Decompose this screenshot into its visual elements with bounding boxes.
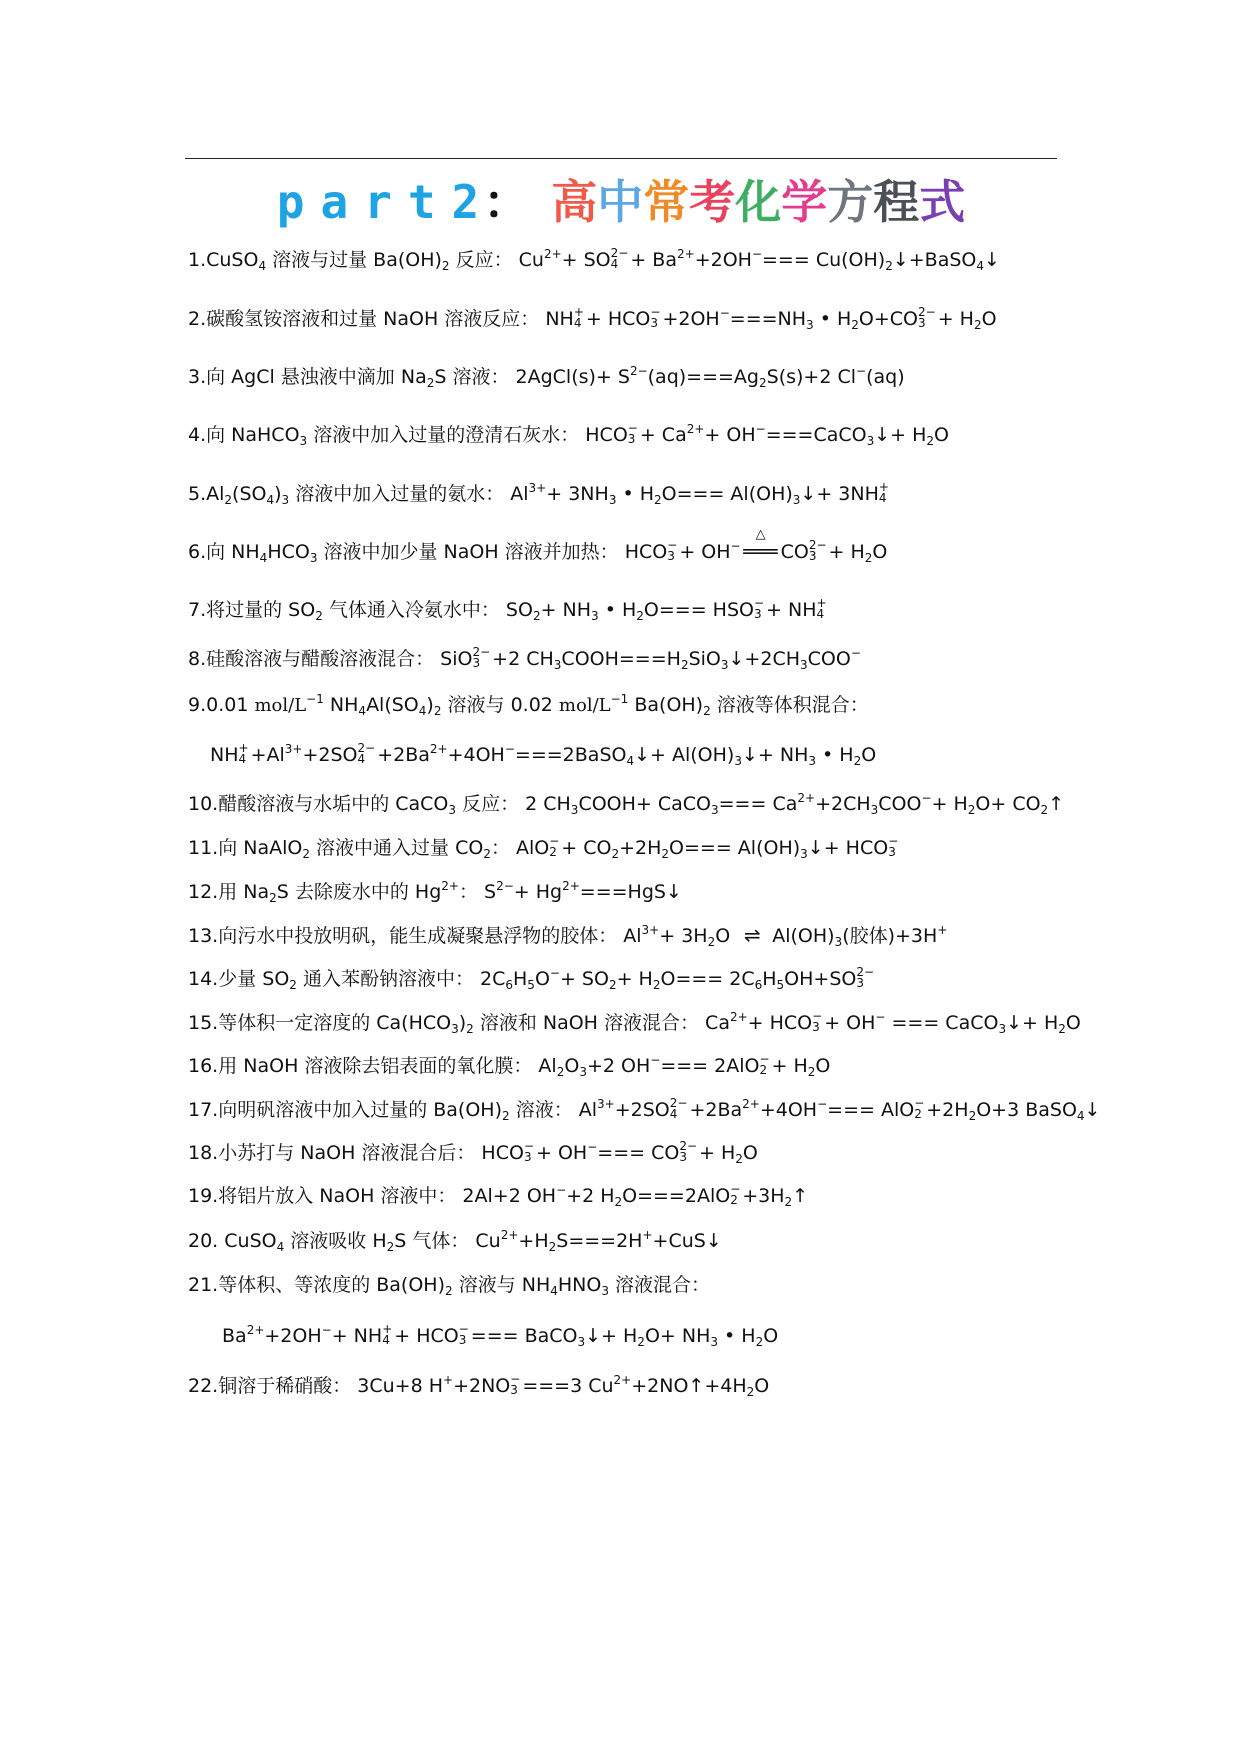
- equation-20: 20. CuSO$_4$ 溶液吸收 $H_2S$ 气体： $Cu^{2+}+H_2S===2H^++CuS↓$: [188, 1228, 722, 1254]
- equation-9: NH + 4 $+Al^{3+}+2SO$ 2− 4 $+2Ba^{2+}+4OH^-===2BaSO_4↓+$ $Al(OH)_3↓+ NH_3$ • $H_2O$: [210, 740, 877, 768]
- title-char-0: 高: [551, 175, 598, 229]
- equation-11: 11.向 NaAlO$_2$ 溶液中通入过量 $CO_2$： AlO − 2 + $CO_2+2H_2O===$ $Al(OH)_3↓+$ HCO − 3: [188, 833, 899, 861]
- equation-9-label: 9.0.01 mol/$L^{-1}$ $NH_4Al(SO_4)_2$ 溶液与 0.02 mol/$L^{-1}$ $Ba(OH)_2$ 溶液等体积混合：: [188, 692, 869, 718]
- title-char-7: 程: [873, 175, 920, 229]
- equation-14: 14.少量 $SO_2$ 通入苯酚钠溶液中： $2C_6H_5O^-+ SO_2+ H_2O=== 2C_6H_5OH+SO$ 2− 3: [188, 964, 875, 992]
- title-char-8: 式: [919, 175, 966, 229]
- equation-3: 3.向 AgCl 悬浊液中滴加 $Na_2S$ 溶液： 2AgCl(s)+ $S^{2-}(aq)===Ag_2S(s)+2$ Cl−(aq): [188, 364, 905, 390]
- title-char-6: 方: [827, 175, 874, 229]
- title-char-5: 学: [781, 175, 828, 229]
- equation-7: 7.将过量的 $SO_2$ 气体通入冷氨水中： $SO_2+ NH_3$ • $H_2O===$ HSO − 3 + NH + 4: [188, 595, 827, 623]
- equation-16: 16.用 NaOH 溶液除去铝表面的氧化膜： $Al_2O_3+2$ OH−=== 2AlO − 2 + $H_2O$: [188, 1051, 831, 1079]
- equation-10: 10.醋酸溶液与水垢中的 CaCO$_3$ 反应： 2 $CH_3COOH+$ CaCO$_3$=== $Ca^{2+}+2CH_3COO^-+ H_2O+$ $CO_2↑$: [188, 791, 1065, 817]
- title-prefix: part2: [276, 175, 496, 229]
- equation-13: 13.向污水中投放明矾，能生成凝聚悬浮物的胶体： $Al^{3+}+ 3H_2O$ ⇌ $Al(OH)_3$(胶体)+3H+: [188, 923, 948, 949]
- title-char-3: 考: [689, 175, 736, 229]
- equation-21-label: 21.等体积、等浓度的 $Ba(OH)_2$ 溶液与 $NH_4HNO_3$ 溶液混合：: [188, 1274, 711, 1298]
- top-rule: [185, 158, 1057, 159]
- equation-21: $Ba^{2+}+2OH^-+$ NH + 4 + HCO − 3 === BaCO$_3$↓+ $H_2O+ NH_3$ • $H_2O$: [222, 1321, 779, 1349]
- title-char-2: 常: [643, 175, 690, 229]
- equation-12: 12.用 $Na_2S$ 去除废水中的 $Hg^{2+}$： $S^{2-}+$ $Hg^{2+}===HgS↓$: [188, 879, 682, 905]
- equation-15: 15.等体积一定溶度的 $Ca(HCO_3)_2$ 溶液和 NaOH 溶液混合： $Ca^{2+}+$ HCO − 3 + OH− === CaCO$_3$↓+ $H_2O$: [188, 1008, 1081, 1036]
- equation-19: 19.将铝片放入 NaOH 溶液中： 2Al+2 OH−+2 $H_2O===2AlO$ − 2 $+3H_2↑$: [188, 1181, 809, 1209]
- title-char-4: 化: [735, 175, 782, 229]
- equation-18: 18.小苏打与 NaOH 溶液混合后： HCO − 3 + OH−=== CO 2− 3 + $H_2O$: [188, 1138, 758, 1166]
- equation-1: 1.CuSO$_4$ 溶液与过量 $Ba(OH)_2$ 反应： $Cu^{2+}+$ SO 2− 4 + $Ba^{2+}+2OH^-===$ $Cu(OH)_2↓+BaSO_4↓$: [188, 245, 1000, 273]
- equation-6: 6.向 $NH_4HCO_3$ 溶液中加少量 NaOH 溶液并加热： HCO − 3 + OH− △ ═══ CO 2− 3 + $H_2O$: [188, 527, 888, 565]
- title-char-1: 中: [597, 175, 644, 229]
- title-colon: ：: [483, 175, 530, 229]
- equation-2: 2.碳酸氢铵溶液和过量 NaOH 溶液反应： NH + 4 + HCO − 3 $+2OH^-===NH_3$ • $H_2O+CO$ 2− 3 + $H_2O$: [188, 304, 997, 332]
- equation-5: $5.Al_2(SO_4)_3$ 溶液中加入过量的氨水： $Al^{3+}+ 3NH_3$ • $H_2O===$ $Al(OH)_3↓+ 3NH$ + 4: [188, 479, 889, 507]
- equation-8: 8.硅酸溶液与醋酸溶液混合： SiO 2− 3 +2 $CH_3COOH===H_2SiO_3↓+2CH_3COO^-$: [188, 644, 861, 672]
- title-chars: [551, 175, 965, 229]
- equation-17: 17.向明矾溶液中加入过量的 $Ba(OH)_2$ 溶液： $Al^{3+}+2SO$ 2− 4 $+2Ba^{2+}+4OH^-===$ AlO − 2 $+2H_2O+3$ BaSO$_4$↓: [188, 1095, 1101, 1123]
- equation-22: 22.铜溶于稀硝酸： 3Cu+8 H++2NO − 3 ===3 $Cu^{2+}+2NO↑+4H_2O$: [188, 1371, 770, 1399]
- equation-4: 4.向 NaHCO$_3$ 溶液中加入过量的澄清石灰水： HCO − 3 + $Ca^{2+}+$ OH−===CaCO$_3$↓+ $H_2O$: [188, 420, 950, 448]
- page-title: [0, 168, 1242, 236]
